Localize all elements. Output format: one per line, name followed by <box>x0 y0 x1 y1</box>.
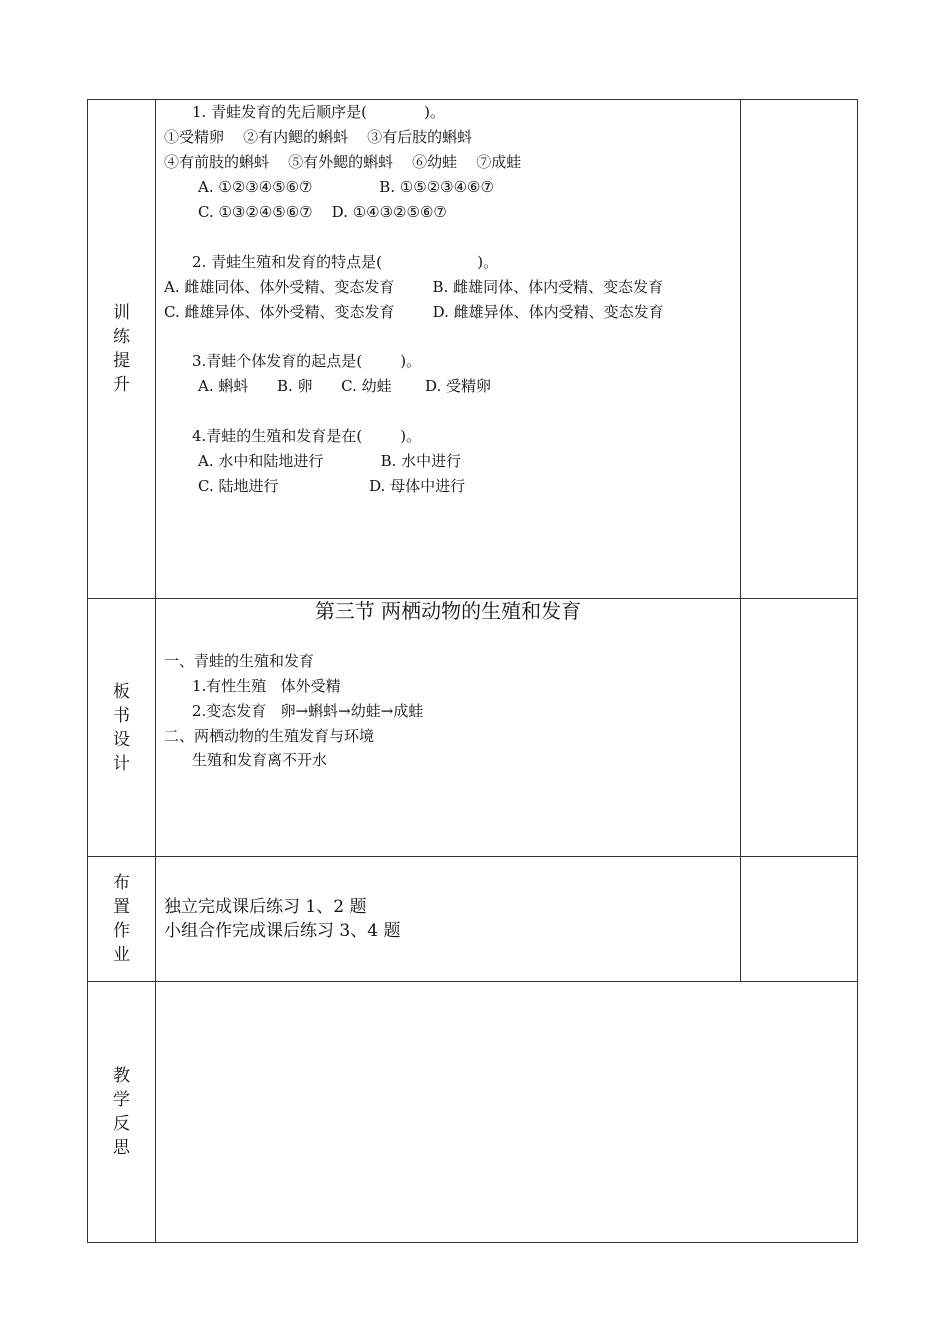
board-line-3: 2.变态发育 卵→蝌蚪→幼蛙→成蛙 <box>192 702 424 720</box>
reflection-label: 教 学 反 思 <box>88 982 156 1243</box>
board-line-5: 生殖和发育离不开水 <box>192 751 328 769</box>
homework-line-1: 独立完成课后练习 1、2 题 <box>164 897 367 917</box>
board-line-1: 一、青蛙的生殖和发育 <box>164 652 315 670</box>
training-notes <box>741 100 858 599</box>
lesson-table <box>87 99 858 1243</box>
reflection-content <box>156 982 858 1243</box>
q1-options-ab: A. ①②③④⑤⑥⑦ B. ①⑤②③④⑥⑦ <box>198 178 494 196</box>
homework-label: 布 置 作 业 <box>88 857 156 982</box>
board-notes <box>741 599 858 857</box>
q1-stem: 1. 青蛙发育的先后顺序是( )。 <box>192 103 446 121</box>
q1-options-cd: C. ①③②④⑤⑥⑦ D. ①④③②⑤⑥⑦ <box>198 203 447 221</box>
q2-stem: 2. 青蛙生殖和发育的特点是( )。 <box>192 253 499 271</box>
q4-options-ab: A. 水中和陆地进行 B. 水中进行 <box>198 452 462 470</box>
q2-options-ab: A. 雌雄同体、体外受精、变态发育 B. 雌雄同体、体内受精、变态发育 <box>164 278 664 296</box>
homework-content <box>156 857 741 982</box>
reflection-row <box>88 982 858 1243</box>
homework-notes <box>741 857 858 982</box>
q4-stem: 4.青蛙的生殖和发育是在( )。 <box>192 427 422 445</box>
lesson-sheet <box>87 99 857 1242</box>
board-content <box>156 599 741 857</box>
homework-line-2: 小组合作完成课后练习 3、4 题 <box>164 921 401 941</box>
board-line-4: 二、两栖动物的生殖发育与环境 <box>164 727 375 745</box>
q2-options-cd: C. 雌雄异体、体外受精、变态发育 D. 雌雄异体、体内受精、变态发育 <box>164 303 664 321</box>
q1-row2: ④有前肢的蝌蚪 ⑤有外鳃的蝌蚪 ⑥幼蛙 ⑦成蛙 <box>164 153 522 171</box>
board-label: 板 书 设 计 <box>88 599 156 857</box>
q4-options-cd: C. 陆地进行 D. 母体中进行 <box>198 477 466 495</box>
board-row <box>88 599 858 857</box>
board-line-2: 1.有性生殖 体外受精 <box>192 677 341 695</box>
board-title: 第三节 两栖动物的生殖和发育 <box>314 599 582 623</box>
training-row <box>88 100 858 599</box>
q3-stem: 3.青蛙个体发育的起点是( )。 <box>192 352 422 370</box>
training-content <box>156 100 741 599</box>
q1-row1: ①受精卵 ②有内鳃的蝌蚪 ③有后肢的蝌蚪 <box>164 128 473 146</box>
q3-options: A. 蝌蚪 B. 卵 C. 幼蛙 D. 受精卵 <box>198 377 492 395</box>
training-label: 训 练 提 升 <box>88 100 156 599</box>
homework-row <box>88 857 858 982</box>
